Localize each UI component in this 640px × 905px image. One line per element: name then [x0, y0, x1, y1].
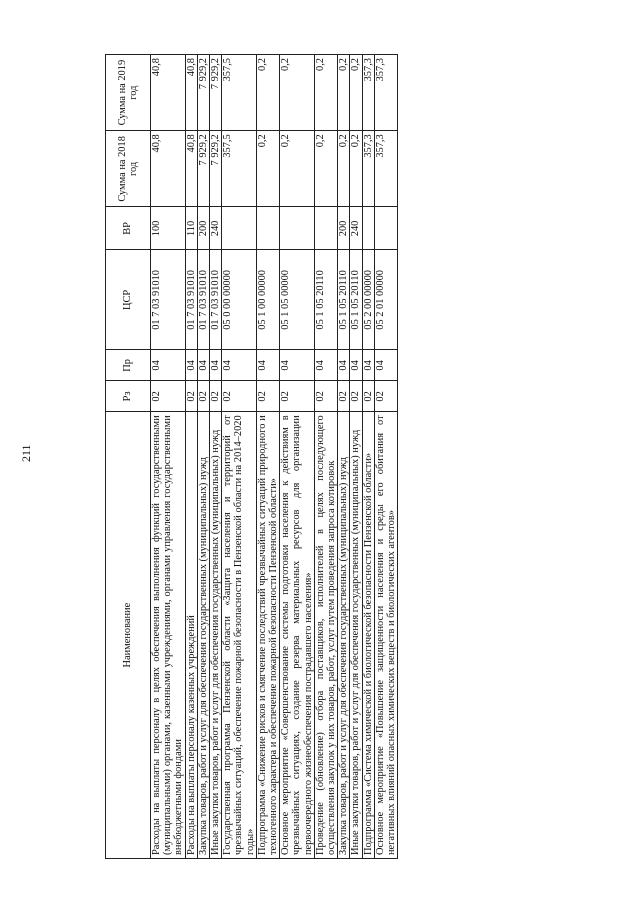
- row-pr-cell: 04: [210, 350, 222, 381]
- row-sum-2018-cell: 7 929,2: [197, 131, 209, 207]
- row-rz-cell: 02: [350, 381, 362, 412]
- table-row: [362, 55, 374, 859]
- row-vr-cell: [222, 207, 257, 250]
- page-number: 211: [19, 444, 33, 462]
- row-rz-cell: 02: [338, 381, 350, 412]
- row-vr-cell: [374, 207, 397, 250]
- row-sum-2019-cell: 7 929,2: [210, 55, 222, 131]
- row-csr-cell: 01 7 03 91010: [151, 250, 186, 350]
- budget-table: [105, 54, 398, 859]
- row-csr-cell: 05 1 05 00000: [280, 250, 315, 350]
- row-csr-cell: 01 7 03 91010: [197, 250, 209, 350]
- table-row: [151, 55, 186, 859]
- header-csr: ЦСР: [106, 250, 151, 350]
- row-sum-2019-cell: 40,8: [151, 55, 186, 131]
- row-sum-2018-cell: 0,2: [280, 131, 315, 207]
- header-vr: ВР: [106, 207, 151, 250]
- row-sum-2018-cell: 7 929,2: [210, 131, 222, 207]
- table-row: [256, 55, 279, 859]
- row-csr-cell: 01 7 03 91010: [185, 250, 197, 350]
- row-name-cell: Проведение (обновление) отбора поставщиков, исполнителей в целях последующего осуществления закупок у них товаров, работ, услуг путем проведения запроса котировок: [314, 412, 337, 859]
- row-sum-2019-cell: 357,5: [222, 55, 257, 131]
- row-sum-2018-cell: 0,2: [314, 131, 337, 207]
- row-pr-cell: 04: [314, 350, 337, 381]
- row-rz-cell: 02: [314, 381, 337, 412]
- row-name-cell: Иные закупки товаров, работ и услуг для обеспечения государственных (муниципальных) нужд: [350, 412, 362, 859]
- row-name-cell: Расходы на выплаты персоналу в целях обеспечения выполнения функций государственными (муниципальными) органами, казенными учреждениями, органами управления государственными внебюджетными фондами: [151, 412, 186, 859]
- row-name-cell: Закупка товаров, работ и услуг для обеспечения государственных (муниципальных) нужд: [197, 412, 209, 859]
- row-rz-cell: 02: [280, 381, 315, 412]
- row-sum-2018-cell: 357,5: [222, 131, 257, 207]
- table-row: [374, 55, 397, 859]
- table-row: [314, 55, 337, 859]
- header-name: Наименование: [106, 412, 151, 859]
- row-csr-cell: 05 2 01 00000: [374, 250, 397, 350]
- row-rz-cell: 02: [362, 381, 374, 412]
- row-rz-cell: 02: [256, 381, 279, 412]
- row-name-cell: Расходы на выплаты персоналу казенных учреждений: [185, 412, 197, 859]
- row-csr-cell: 05 1 00 00000: [256, 250, 279, 350]
- row-rz-cell: 02: [185, 381, 197, 412]
- row-sum-2019-cell: 7 929,2: [197, 55, 209, 131]
- row-vr-cell: [280, 207, 315, 250]
- row-sum-2019-cell: 357,3: [362, 55, 374, 131]
- row-rz-cell: 02: [374, 381, 397, 412]
- row-vr-cell: 240: [210, 207, 222, 250]
- row-rz-cell: 02: [222, 381, 257, 412]
- header-sum-2019: Сумма на 2019 год: [106, 55, 151, 131]
- row-sum-2019-cell: 0,2: [256, 55, 279, 131]
- rotated-page: [105, 54, 556, 859]
- row-pr-cell: 04: [280, 350, 315, 381]
- row-vr-cell: 110: [185, 207, 197, 250]
- row-sum-2019-cell: 0,2: [350, 55, 362, 131]
- row-pr-cell: 04: [362, 350, 374, 381]
- table-row: [197, 55, 209, 859]
- row-pr-cell: 04: [350, 350, 362, 381]
- row-sum-2019-cell: 40,8: [185, 55, 197, 131]
- row-csr-cell: 05 1 05 20110: [314, 250, 337, 350]
- table-row: [338, 55, 350, 859]
- row-vr-cell: 200: [338, 207, 350, 250]
- row-sum-2018-cell: 0,2: [338, 131, 350, 207]
- header-rz: Рз: [106, 381, 151, 412]
- row-pr-cell: 04: [222, 350, 257, 381]
- row-sum-2018-cell: 0,2: [350, 131, 362, 207]
- row-vr-cell: [256, 207, 279, 250]
- row-sum-2018-cell: 357,3: [374, 131, 397, 207]
- row-csr-cell: 05 1 05 20110: [350, 250, 362, 350]
- row-vr-cell: 240: [350, 207, 362, 250]
- row-sum-2018-cell: 40,8: [185, 131, 197, 207]
- row-sum-2018-cell: 0,2: [256, 131, 279, 207]
- row-pr-cell: 04: [256, 350, 279, 381]
- row-sum-2019-cell: 357,3: [374, 55, 397, 131]
- row-rz-cell: 02: [197, 381, 209, 412]
- row-csr-cell: 05 0 00 00000: [222, 250, 257, 350]
- row-name-cell: Основное мероприятие «Совершенствование системы подготовки населения к действиям в чрезвычайных ситуациях, создание резерва материальных ресурсов для организации первоочередного жизнеобеспечения пострадавшего населения»: [280, 412, 315, 859]
- header-pr: Пр: [106, 350, 151, 381]
- table-row: [185, 55, 197, 859]
- row-sum-2019-cell: 0,2: [338, 55, 350, 131]
- row-vr-cell: [362, 207, 374, 250]
- row-sum-2018-cell: 40,8: [151, 131, 186, 207]
- row-name-cell: Иные закупки товаров, работ и услуг для обеспечения государственных (муниципальных) нужд: [210, 412, 222, 859]
- row-name-cell: Государственная программа Пензенской области «Защита населения и территорий от чрезвычайных ситуаций, обеспечение пожарной безопасности в Пензенской области на 2014–2020 годы»: [222, 412, 257, 859]
- table-body: [151, 55, 398, 859]
- row-name-cell: Подпрограмма «Система химической и биологической безопасности Пензенской области»: [362, 412, 374, 859]
- header-row: [106, 55, 151, 859]
- row-sum-2018-cell: 357,3: [362, 131, 374, 207]
- row-csr-cell: 05 2 00 00000: [362, 250, 374, 350]
- row-pr-cell: 04: [197, 350, 209, 381]
- table-row: [350, 55, 362, 859]
- row-vr-cell: 200: [197, 207, 209, 250]
- row-pr-cell: 04: [374, 350, 397, 381]
- row-csr-cell: 01 7 03 91010: [210, 250, 222, 350]
- table-row: [280, 55, 315, 859]
- row-name-cell: Подпрограмма «Снижение рисков и смягчение последствий чрезвычайных ситуаций природного и техногенного характера и обеспечение пожарной безопасности Пензенской области»: [256, 412, 279, 859]
- row-pr-cell: 04: [338, 350, 350, 381]
- row-sum-2019-cell: 0,2: [280, 55, 315, 131]
- row-rz-cell: 02: [151, 381, 186, 412]
- row-name-cell: Основное мероприятие «Повышение защищенности населения и среды его обитания от негативных влияний опасных химических веществ и биологических агентов»: [374, 412, 397, 859]
- row-name-cell: Закупка товаров, работ и услуг для обеспечения государственных (муниципальных) нужд: [338, 412, 350, 859]
- row-sum-2019-cell: 0,2: [314, 55, 337, 131]
- row-csr-cell: 05 1 05 20110: [338, 250, 350, 350]
- table-row: [222, 55, 257, 859]
- row-pr-cell: 04: [185, 350, 197, 381]
- row-vr-cell: [314, 207, 337, 250]
- header-sum-2018: Сумма на 2018 год: [106, 131, 151, 207]
- row-rz-cell: 02: [210, 381, 222, 412]
- row-pr-cell: 04: [151, 350, 186, 381]
- table-row: [210, 55, 222, 859]
- row-vr-cell: 100: [151, 207, 186, 250]
